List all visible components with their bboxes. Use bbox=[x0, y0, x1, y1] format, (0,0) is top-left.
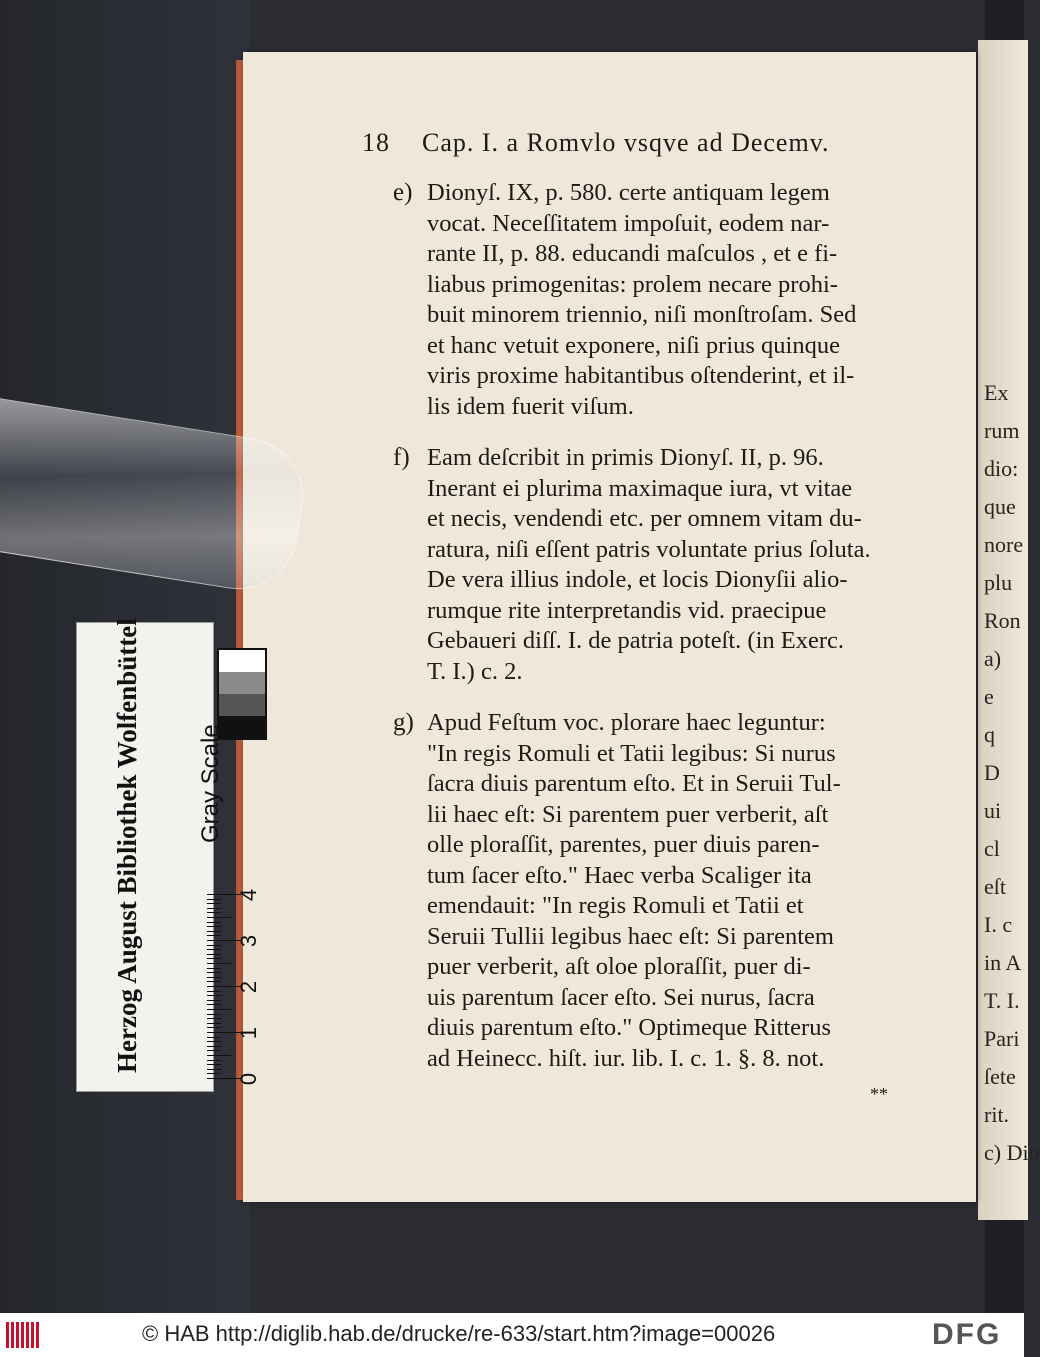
gray-scale-card bbox=[76, 618, 262, 1092]
footnote-line: Gebaueri diſſ. I. de patria poteſt. (in Exerc. bbox=[427, 627, 845, 654]
ruler-tick bbox=[207, 991, 221, 992]
ruler-tick bbox=[207, 972, 221, 973]
footnote-line: ratura, niſi eſſent patris voluntate prius ſoluta. bbox=[427, 535, 871, 563]
ruler-tick bbox=[207, 954, 221, 955]
footnote-line: lii haec eſt: Si parentem puer verberit, aſt bbox=[427, 800, 829, 828]
next-page-fragment: a) bbox=[984, 646, 1002, 671]
ruler-tick bbox=[207, 935, 221, 936]
footnote-line: viris proxime habitantibus oſtenderint, et il- bbox=[427, 362, 855, 389]
ruler-tick bbox=[207, 1018, 221, 1019]
ruler-tick bbox=[207, 903, 221, 904]
next-page-fragment: Pari bbox=[984, 1026, 1020, 1051]
ruler-tick bbox=[207, 917, 231, 918]
footnote-line: Seruii Tullii legibus haec eſt: Si parentem bbox=[427, 922, 834, 950]
running-title: Cap. I. a Romvlo vsqve ad Decemv. bbox=[422, 128, 830, 157]
footnote-line: lis idem fuerit viſum. bbox=[427, 392, 634, 420]
copyright-link[interactable]: © HAB http://diglib.hab.de/drucke/re-633/start.htm?image=00026 bbox=[142, 1321, 776, 1346]
ruler-tick bbox=[207, 1050, 221, 1051]
next-page-fragment: eſt bbox=[984, 874, 1006, 899]
footnote-line: De vera illius indole, et locis Dionyſii alio- bbox=[427, 566, 848, 593]
footnote-line: puer verberit, aſt oloe ploraſſit, puer di- bbox=[427, 953, 811, 980]
ruler-tick bbox=[207, 1014, 221, 1015]
next-page-fragment: rum bbox=[984, 418, 1020, 443]
ruler-tick bbox=[207, 908, 221, 909]
ruler-tick bbox=[207, 995, 221, 996]
footnote-line: emendauit: "In regis Romuli et Tatii et bbox=[427, 892, 804, 919]
ruler-tick bbox=[207, 1055, 231, 1056]
footnote-f bbox=[393, 443, 903, 687]
ruler-number: 2 bbox=[236, 980, 262, 994]
footnote-line: Apud Feſtum voc. plorare haec leguntur: bbox=[427, 709, 826, 736]
next-page-fragment: ſete bbox=[984, 1064, 1016, 1089]
hab-logo-icon bbox=[6, 1322, 46, 1348]
ruler-tick bbox=[207, 1060, 221, 1061]
next-page-fragment: ui bbox=[984, 798, 1002, 823]
ruler-tick bbox=[207, 1000, 221, 1001]
footnote-line: buit minorem triennio, niſi monſtroſam. Sed bbox=[427, 301, 857, 328]
footnote-line: liabus primogenitas: prolem necare prohi- bbox=[427, 270, 838, 298]
footnote-line: et necis, vendendi etc. per omnem vitam du- bbox=[427, 505, 862, 532]
next-page-fragment: rit. bbox=[984, 1102, 1010, 1127]
ruler-tick bbox=[207, 1023, 221, 1024]
ruler-tick bbox=[207, 945, 221, 946]
ruler-tick bbox=[207, 949, 221, 950]
dfg-logo: DFG bbox=[932, 1318, 1002, 1351]
footnote-line: Inerant ei plurima maximaque iura, vt vitae bbox=[427, 474, 853, 502]
next-page-fragment: c) Dio bbox=[984, 1140, 1040, 1165]
footnote-marker: e) bbox=[393, 179, 413, 206]
next-page-fragment: q bbox=[984, 722, 995, 747]
footnote-line: et hanc vetuit exponere, niſi prius quinque bbox=[427, 331, 840, 359]
next-page-fragment: e bbox=[984, 684, 994, 709]
ruler-tick bbox=[207, 963, 231, 964]
footnote-e bbox=[393, 178, 903, 422]
ruler-number: 4 bbox=[236, 888, 262, 902]
next-page-fragment: dio: bbox=[984, 456, 1019, 481]
next-page-fragment: in A bbox=[984, 950, 1022, 975]
footnote-line: uis parentum ſacer eſto. Sei nurus, ſacra bbox=[427, 983, 815, 1011]
ruler-tick bbox=[207, 1037, 221, 1038]
ruler-tick bbox=[207, 1073, 221, 1074]
footnote-line: rumque rite interpretandis vid. praecipue bbox=[427, 596, 827, 624]
footnote-line: "In regis Romuli et Tatii legibus: Si nurus bbox=[427, 739, 836, 767]
footnote-line: rante II, p. 88. educandi maſculos , et e fi- bbox=[427, 240, 838, 267]
ruler-tick bbox=[207, 931, 221, 932]
ruler-tick bbox=[207, 1046, 221, 1047]
footnote-line: vocat. Neceſſitatem impoſuit, eodem nar- bbox=[427, 209, 830, 237]
gray-scale-label: Gray Scale bbox=[197, 724, 224, 843]
page-header bbox=[362, 128, 912, 168]
footnote-marker: f) bbox=[393, 444, 410, 471]
ruler-tick bbox=[207, 912, 221, 913]
next-page-edge bbox=[978, 40, 1040, 1220]
swatch-light-gray bbox=[219, 672, 265, 694]
institution-label: Herzog August Bibliothek Wolfenbüttel bbox=[112, 618, 142, 1073]
ruler-tick bbox=[207, 1004, 221, 1005]
footer-bar bbox=[0, 1313, 1024, 1357]
ruler-tick bbox=[207, 981, 221, 982]
catchword: ** bbox=[870, 1084, 888, 1104]
next-page-fragment: I. c bbox=[984, 912, 1013, 937]
ruler-tick bbox=[207, 1027, 221, 1028]
ruler-tick bbox=[207, 1069, 221, 1070]
next-page-fragment: que bbox=[984, 494, 1016, 519]
page-number: 18 bbox=[362, 128, 390, 157]
ruler-tick bbox=[207, 1041, 221, 1042]
ruler-tick bbox=[207, 1064, 221, 1065]
footnote-line: ſacra diuis parentum eſto. Et in Seruii Tul- bbox=[427, 770, 841, 797]
footnote-line: Dionyſ. IX, p. 580. certe antiquam legem bbox=[427, 179, 830, 206]
ruler-tick bbox=[207, 1009, 231, 1010]
footnote-line: tum ſacer eſto." Haec verba Scaliger ita bbox=[427, 861, 812, 889]
footnote-line: diuis parentum eſto." Optimeque Ritterus bbox=[427, 1014, 831, 1041]
footnote-line: Eam deſcribit in primis Dionyſ. II, p. 96. bbox=[427, 444, 824, 471]
footnotes bbox=[393, 178, 903, 1074]
footnote-g bbox=[393, 708, 903, 1074]
footnote-line: T. I.) c. 2. bbox=[427, 657, 523, 685]
ruler-tick bbox=[207, 968, 221, 969]
footnote-marker: g) bbox=[393, 709, 414, 736]
next-page-fragment: cl bbox=[984, 836, 1000, 861]
ruler-tick bbox=[207, 958, 221, 959]
next-page-fragment: T. I. bbox=[984, 988, 1020, 1013]
ruler-tick bbox=[207, 926, 221, 927]
next-page-fragment: plu bbox=[984, 570, 1013, 595]
next-page-fragment: Ex bbox=[984, 380, 1009, 405]
ruler-tick bbox=[207, 922, 221, 923]
next-page-fragment: Ron bbox=[984, 608, 1021, 633]
footnote-line: olle ploraſſit, parentes, puer diuis paren- bbox=[427, 831, 820, 858]
next-page-fragment: nore bbox=[984, 532, 1024, 557]
next-page-fragment: D bbox=[984, 760, 1000, 785]
ruler-number: 1 bbox=[236, 1026, 262, 1040]
swatch-white bbox=[219, 650, 265, 672]
ruler-tick bbox=[207, 977, 221, 978]
ruler-number: 0 bbox=[236, 1072, 262, 1086]
footnote-line: ad Heinecc. hiſt. iur. lib. I. c. 1. §. 8. not. bbox=[427, 1044, 825, 1072]
cm-ruler bbox=[207, 883, 267, 1086]
ruler-number: 3 bbox=[236, 934, 262, 948]
ruler-tick bbox=[207, 899, 221, 900]
